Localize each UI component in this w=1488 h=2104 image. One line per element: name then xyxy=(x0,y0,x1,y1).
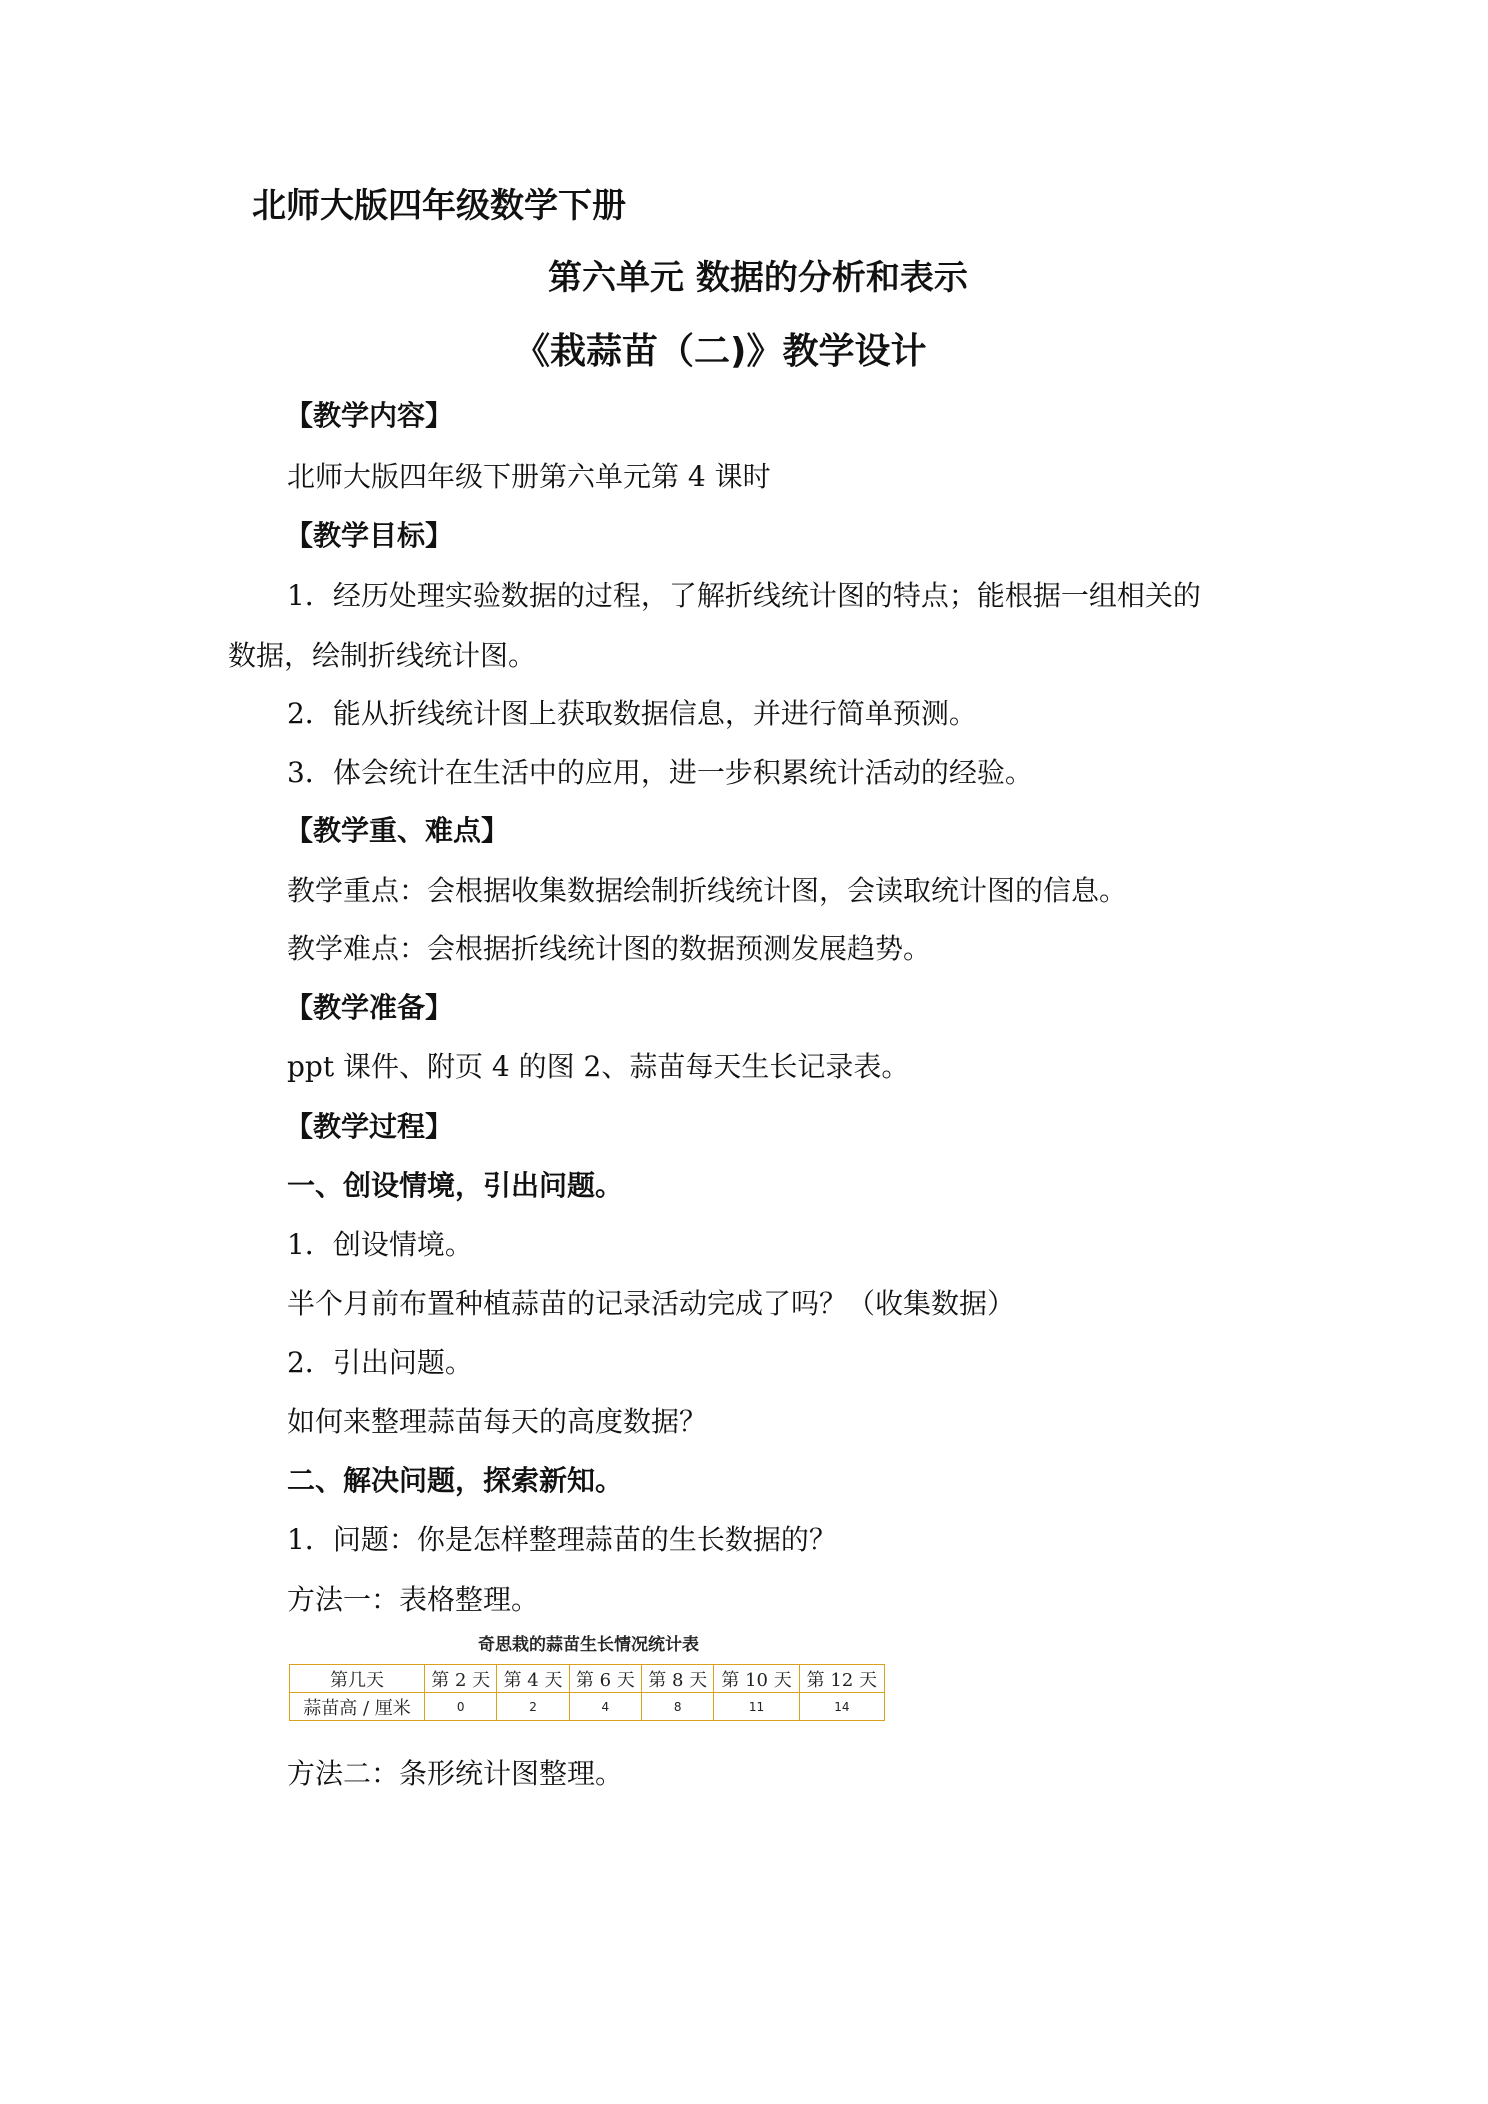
goal-2: 2．能从折线统计图上获取数据信息，并进行简单预测。 xyxy=(287,697,977,730)
process-heading: 【教学过程】 xyxy=(285,1110,454,1143)
day-cell: 第 12 天 xyxy=(799,1665,884,1693)
teaching-content-text: 北师大版四年级下册第六单元第 4 课时 xyxy=(287,460,771,493)
lesson-title: 《栽蒜苗（二)》教学设计 xyxy=(514,331,927,372)
preparation-text: ppt 课件、附页 4 的图 2、蒜苗每天生长记录表。 xyxy=(287,1050,910,1083)
book-title: 北师大版四年级数学下册 xyxy=(252,186,626,226)
teaching-content-heading: 【教学内容】 xyxy=(285,399,454,432)
unit-title: 第六单元 数据的分析和表示 xyxy=(548,258,968,298)
day-cell: 第 2 天 xyxy=(425,1665,497,1693)
goal-1-line-2: 数据，绘制折线统计图。 xyxy=(228,639,537,672)
height-cell: 4 xyxy=(569,1693,641,1721)
part-2-step-1: 1．问题：你是怎样整理蒜苗的生长数据的？ xyxy=(287,1523,837,1556)
goal-3: 3．体会统计在生活中的应用，进一步积累统计活动的经验。 xyxy=(287,756,1033,789)
key-point: 教学重点：会根据收集数据绘制折线统计图，会读取统计图的信息。 xyxy=(287,874,1128,907)
part-1-step-1: 1．创设情境。 xyxy=(287,1228,473,1261)
table-row-heights xyxy=(290,1693,885,1721)
day-cell: 第 8 天 xyxy=(642,1665,714,1693)
height-cell: 8 xyxy=(642,1693,714,1721)
row-header-days: 第几天 xyxy=(290,1665,425,1693)
goal-1-line-1: 1．经历处理实验数据的过程，了解折线统计图的特点；能根据一组相关的 xyxy=(287,579,1201,612)
table-caption: 奇思栽的蒜苗生长情况统计表 xyxy=(478,1635,699,1655)
row-header-heights: 蒜苗高 / 厘米 xyxy=(290,1693,425,1721)
teaching-goals-heading: 【教学目标】 xyxy=(285,519,454,552)
preparation-heading: 【教学准备】 xyxy=(285,991,454,1024)
part-1-step-1-text: 半个月前布置种植蒜苗的记录活动完成了吗？（收集数据） xyxy=(287,1287,1016,1320)
day-cell: 第 4 天 xyxy=(497,1665,569,1693)
height-cell: 14 xyxy=(799,1693,884,1721)
height-cell: 11 xyxy=(714,1693,799,1721)
part-1-step-2: 2．引出问题。 xyxy=(287,1346,473,1379)
growth-table xyxy=(289,1664,885,1721)
day-cell: 第 10 天 xyxy=(714,1665,799,1693)
part-2-heading: 二、解决问题，探索新知。 xyxy=(287,1464,624,1497)
day-cell: 第 6 天 xyxy=(569,1665,641,1693)
height-cell: 2 xyxy=(497,1693,569,1721)
key-difficult-heading: 【教学重、难点】 xyxy=(285,814,510,847)
part-1-heading: 一、创设情境，引出问题。 xyxy=(287,1169,624,1202)
method-1: 方法一：表格整理。 xyxy=(287,1583,540,1616)
height-cell: 0 xyxy=(425,1693,497,1721)
difficult-point: 教学难点：会根据折线统计图的数据预测发展趋势。 xyxy=(287,932,932,965)
table-row-days xyxy=(290,1665,885,1693)
method-2: 方法二：条形统计图整理。 xyxy=(287,1757,624,1790)
part-1-step-2-text: 如何来整理蒜苗每天的高度数据？ xyxy=(287,1405,708,1438)
